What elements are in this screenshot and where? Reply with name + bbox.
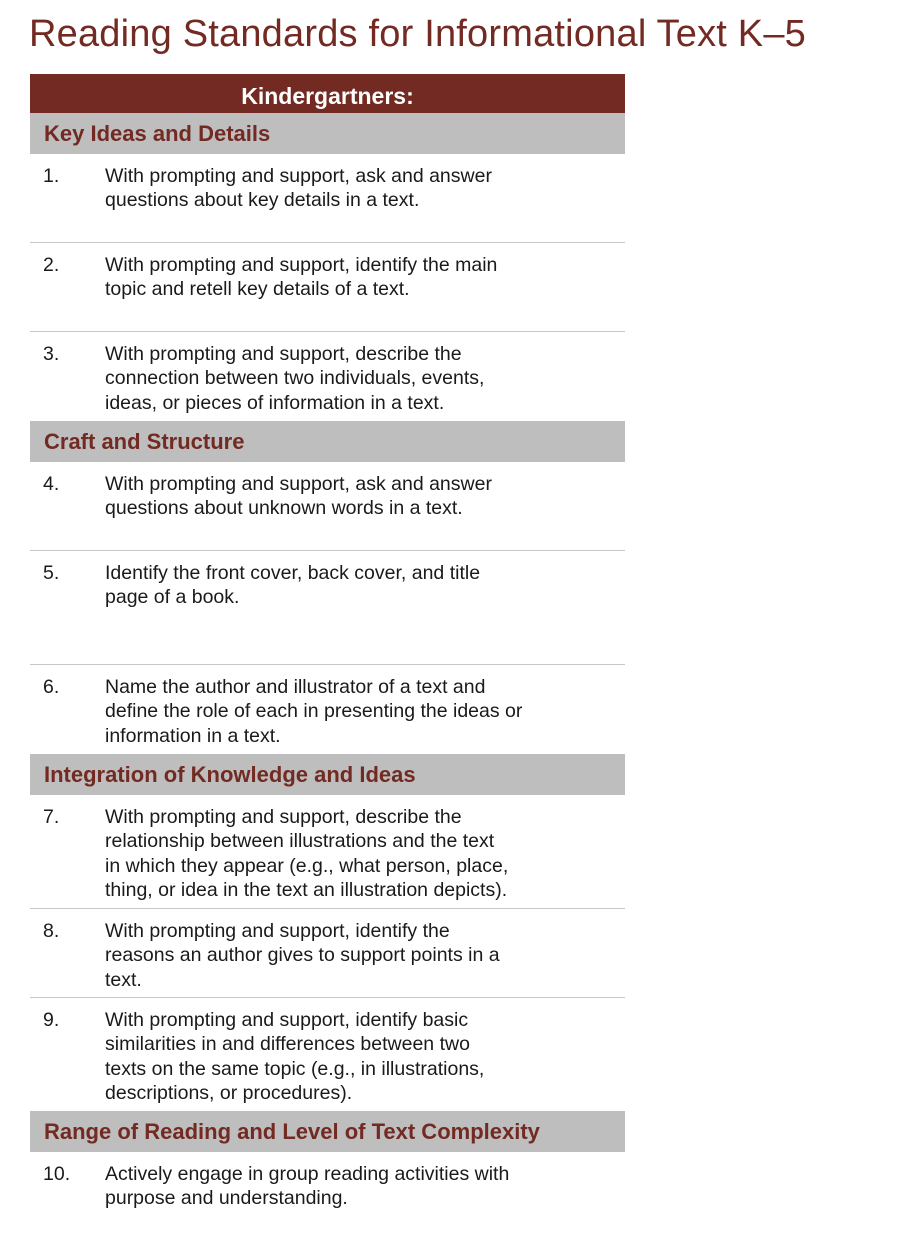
standard-text: With prompting and support, identify the reasons an author gives to support points in a text. bbox=[105, 920, 500, 991]
standard-number: 4. bbox=[43, 473, 60, 495]
standard-number: 5. bbox=[43, 562, 60, 584]
standard-row bbox=[30, 795, 625, 909]
standard-number: 6. bbox=[43, 676, 60, 698]
standard-text: With prompting and support, describe the relationship between illustrations and the text in which they appear (e.g., what person, place, thing, or idea in the text an illustration depicts). bbox=[105, 806, 509, 902]
standard-number: 2. bbox=[43, 254, 60, 276]
standard-row bbox=[30, 998, 625, 1111]
standard-number: 7. bbox=[43, 806, 60, 828]
standard-number: 9. bbox=[43, 1009, 60, 1031]
standard-number: 3. bbox=[43, 343, 60, 365]
standard-text: With prompting and support, ask and answer questions about key details in a text. bbox=[105, 165, 492, 212]
standard-number: 10. bbox=[43, 1163, 71, 1185]
standard-text: With prompting and support, identify basic similarities in and differences between two texts on the same topic (e.g., in illustrations, descriptions, or procedures). bbox=[105, 1009, 485, 1105]
standard-number: 1. bbox=[43, 165, 60, 187]
standard-row bbox=[30, 243, 625, 332]
section-header: Craft and Structure bbox=[30, 421, 625, 462]
grade-header: Kindergartners: bbox=[30, 74, 625, 113]
standard-row bbox=[30, 665, 625, 754]
standard-row bbox=[30, 909, 625, 998]
standard-row bbox=[30, 551, 625, 665]
standard-text: With prompting and support, describe the connection between two individuals, events, ideas, or pieces of information in a text. bbox=[105, 343, 485, 414]
standard-text: Name the author and illustrator of a text and define the role of each in presenting the ideas or information in a text. bbox=[105, 676, 523, 747]
standard-text: Actively engage in group reading activities with purpose and understanding. bbox=[105, 1163, 510, 1210]
standard-text: With prompting and support, ask and answer questions about unknown words in a text. bbox=[105, 473, 492, 520]
standard-number: 8. bbox=[43, 920, 60, 942]
section-header: Range of Reading and Level of Text Complexity bbox=[30, 1111, 625, 1152]
standard-row bbox=[30, 154, 625, 243]
standard-row bbox=[30, 1152, 625, 1232]
section-header: Integration of Knowledge and Ideas bbox=[30, 754, 625, 795]
standards-table bbox=[30, 74, 625, 1232]
standard-row bbox=[30, 462, 625, 551]
section-header: Key Ideas and Details bbox=[30, 113, 625, 154]
standard-row bbox=[30, 332, 625, 421]
page-title: Reading Standards for Informational Text K–5 bbox=[29, 13, 807, 55]
standard-text: Identify the front cover, back cover, and title page of a book. bbox=[105, 562, 481, 609]
standard-text: With prompting and support, identify the main topic and retell key details of a text. bbox=[105, 254, 498, 301]
